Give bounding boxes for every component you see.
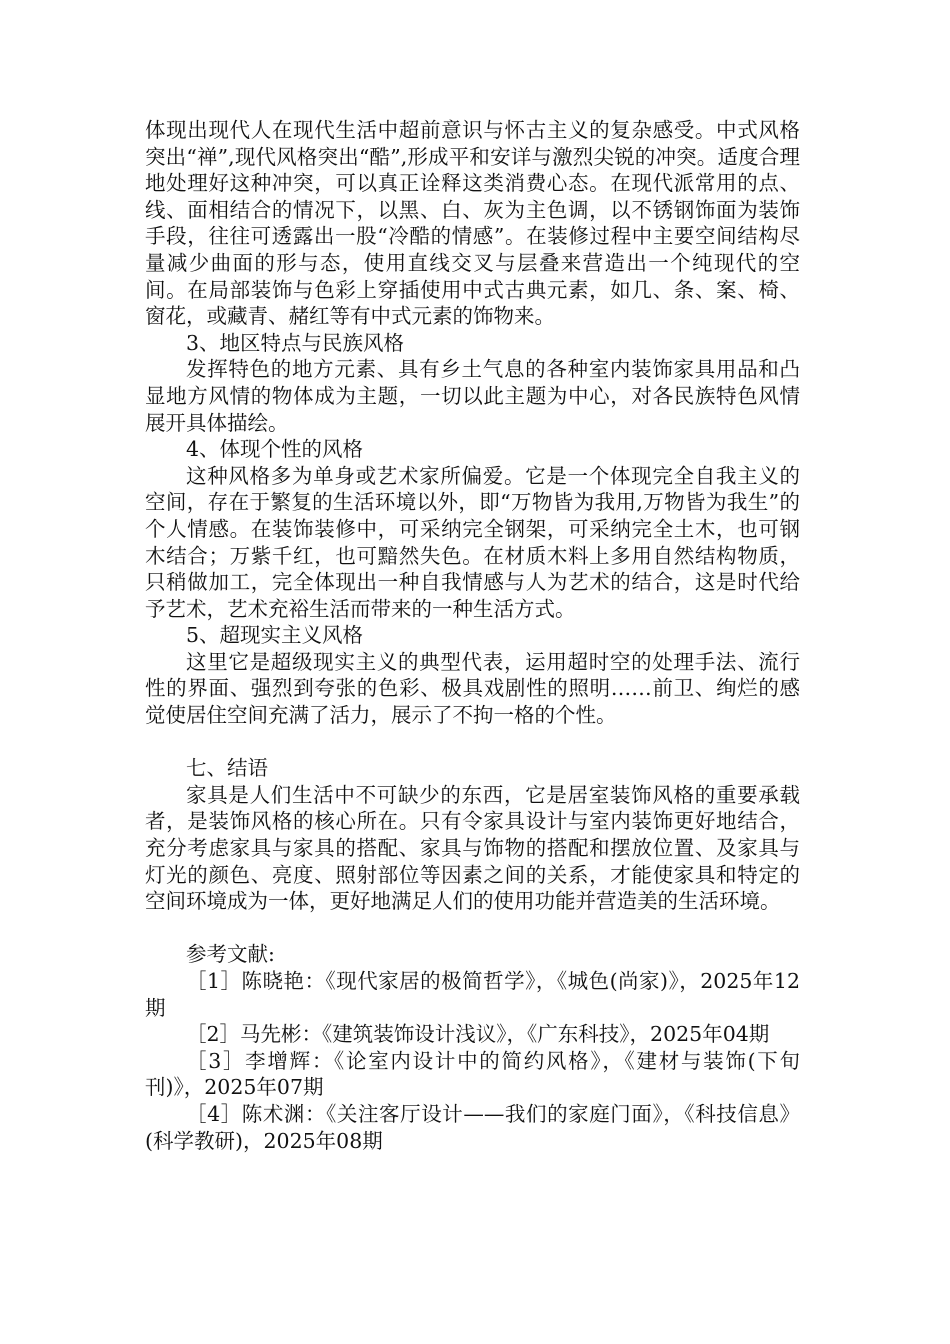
references-heading: 参考文献:	[186, 942, 275, 967]
section-heading-regional-style: 3、地区特点与民族风格	[186, 330, 405, 355]
reference-item: ［2］马先彬：《建筑装饰设计浅议》，《广东科技》，2025年04期	[186, 1022, 770, 1047]
spacer	[145, 915, 800, 942]
spacer	[145, 729, 800, 756]
document-body	[145, 117, 800, 1154]
intro-paragraph: 体现出现代人在现代生活中超前意识与怀古主义的复杂感受。中式风格突出“禅”,现代风格突出“酷”,形成平和安详与激烈尖锐的冲突。适度合理地处理好这种冲突，可以真正诠释这类消费心态。在现代派常用的点、线、面相结合的情况下，以黑、白、灰为主色调，以不锈钢饰面为装饰手段，往往可透露出一股“冷酷的情感”。在装修过程中主要空间结构尽量减少曲面的形与态，使用直线交叉与层叠来营造出一个纯现代的空间。在局部装饰与色彩上穿插使用中式古典元素，如几、条、案、椅、窗花，或藏青、赭红等有中式元素的饰物来。	[145, 118, 800, 329]
personal-style-paragraph: 这种风格多为单身或艺术家所偏爱。它是一个体现完全自我主义的空间，存在于繁复的生活环境以外，即“万物皆为我用,万物皆为我生”的个人情感。在装饰装修中，可采纳完全钢架，可采纳完全土木，也可钢木结合；万紫千红，也可黯然失色。在材质木料上多用自然结构物质，只稍做加工，完全体现出一种自我情感与人为艺术的结合，这是时代给予艺术，艺术充裕生活而带来的一种生活方式。	[145, 463, 800, 621]
conclusion-heading: 七、结语	[186, 756, 268, 781]
regional-style-paragraph: 发挥特色的地方元素、具有乡土气息的各种室内装饰家具用品和凸显地方风情的物体成为主题，一切以此主题为中心，对各民族特色风情展开具体描绘。	[145, 357, 800, 435]
reference-item: ［1］陈晓艳：《现代家居的极简哲学》，《城色(尚家)》，2025年12期	[145, 969, 800, 1020]
section-heading-personal-style: 4、体现个性的风格	[186, 437, 364, 462]
reference-item: ［3］李增辉：《论室内设计中的简约风格》，《建材与装饰(下旬刊)》，2025年07期	[145, 1048, 800, 1100]
surrealist-style-paragraph: 这里它是超级现实主义的典型代表，运用超时空的处理手法、流行性的界面、强烈到夸张的色彩、极具戏剧性的照明……前卫、绚烂的感觉使居住空间充满了活力，展示了不拘一格的个性。	[145, 649, 800, 728]
conclusion-paragraph: 家具是人们生活中不可缺少的东西，它是居室装饰风格的重要承载者，是装饰风格的核心所在。只有令家具设计与室内装饰更好地结合，充分考虑家具与家具的搭配、家具与饰物的搭配和摆放位置、及家具与灯光的颜色、亮度、照射部位等因素之间的关系，才能使家具和特定的空间环境成为一体，更好地满足人们的使用功能并营造美的生活环境。	[145, 782, 800, 914]
reference-item: ［4］陈术渊：《关注客厅设计——我们的家庭门面》，《科技信息》(科学教研)，2025年08期	[145, 1101, 800, 1153]
section-heading-surrealist-style: 5、超现实主义风格	[186, 623, 364, 648]
